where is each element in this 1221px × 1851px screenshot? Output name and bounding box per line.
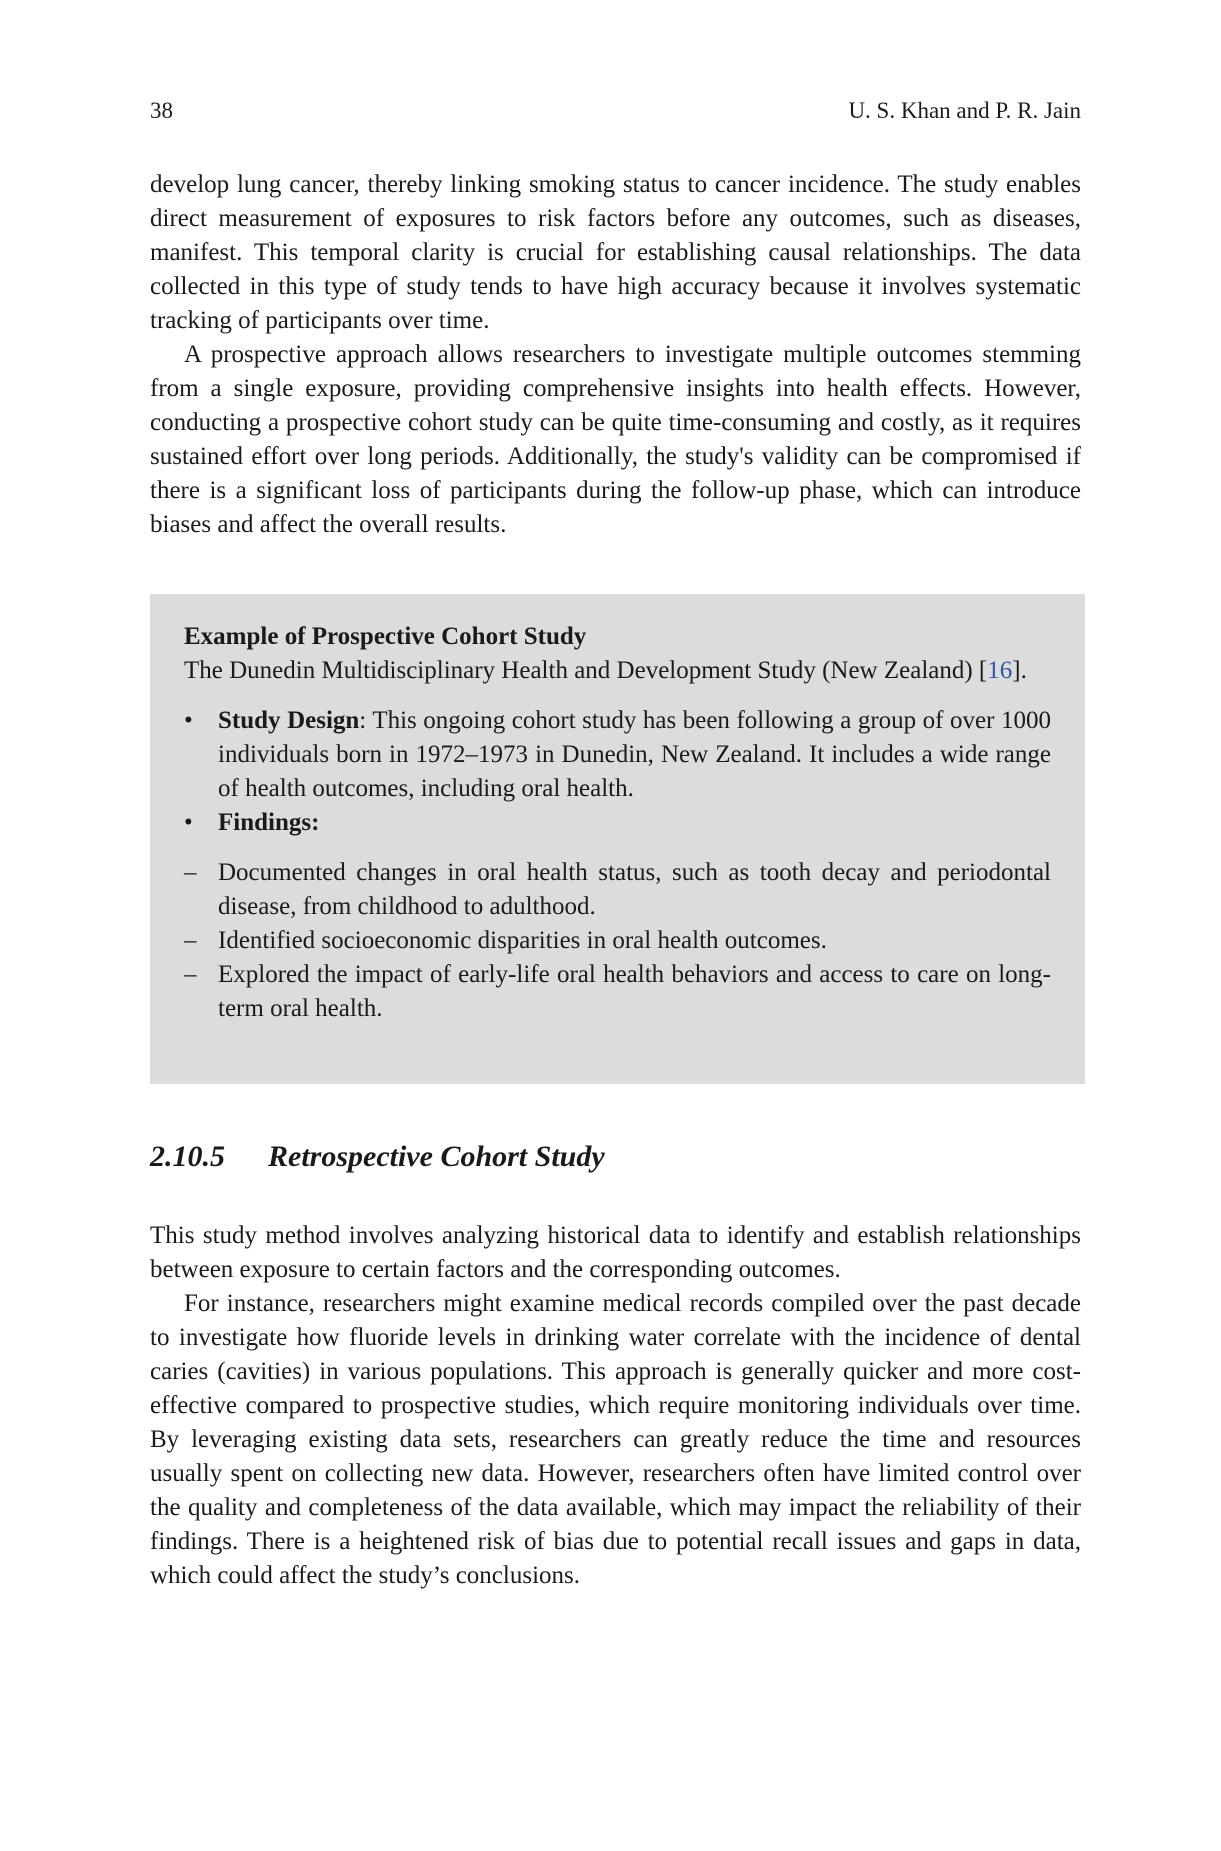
findings-list — [184, 856, 1051, 1026]
paragraph: A prospective approach allows researchers to investigate multiple outcomes stemming from a single exposure, providing comprehensive insights into health effects. However, conducting a prospective cohort study can be quite time-consuming and costly, as it requires sustained effort over long periods. Additionally, the study's validity can be compromised if there is a significant loss of participants during the follow-up phase, which can introduce biases and affect the overall results. — [150, 341, 1081, 538]
intro-text — [150, 168, 1081, 542]
section-number: 2.10.5 — [150, 1140, 225, 1173]
paragraph: This study method involves analyzing historical data to identify and establish relationships between exposure to certain factors and the corresponding outcomes. — [150, 1222, 1081, 1283]
finding-item — [184, 958, 1051, 1026]
dash-icon: – — [184, 927, 197, 954]
dash-icon: – — [184, 961, 197, 988]
finding-text: Documented changes in oral health status, such as tooth decay and periodontal disease, from childhood to adulthood. — [218, 859, 1051, 920]
section-title: Retrospective Cohort Study — [268, 1140, 605, 1173]
finding-item — [184, 856, 1051, 924]
study-name-text: The Dunedin Multidisciplinary Health and Development Study (New Zealand) [ — [184, 657, 988, 684]
bullet-icon: • — [184, 809, 193, 836]
finding-text: Identified socioeconomic disparities in oral health outcomes. — [218, 927, 827, 954]
example-bullet-list — [184, 704, 1051, 840]
study-name-end: ]. — [1012, 657, 1027, 684]
list-item-study-design — [184, 704, 1051, 806]
paragraph: develop lung cancer, thereby linking smoking status to cancer incidence. The study enables direct measurement of exposures to risk factors before any outcomes, such as diseases, manifest. This temporal clarity is crucial for establishing causal relationships. The data collected in this type of study tends to have high accuracy because it involves systematic tracking of participants over time. — [150, 171, 1081, 334]
section-heading — [150, 1137, 605, 1177]
finding-item — [184, 924, 1051, 958]
dash-icon: – — [184, 859, 197, 886]
design-label: Study Design — [218, 707, 360, 734]
paragraph: For instance, researchers might examine medical records compiled over the past decade to investigate how fluoride levels in drinking water correlate with the incidence of dental caries (cavities) in various populations. This approach is generally quicker and more cost-effective compared to prospective studies, which require monitoring individuals over time. By leveraging existing data sets, researchers can greatly reduce the time and resources usually spent on collecting new data. However, researchers often have limited control over the quality and completeness of the data available, which may impact the reliability of their findings. There is a heightened risk of bias due to potential recall issues and gaps in data, which could affect the study’s conclusions. — [150, 1290, 1081, 1589]
example-title: Example of Prospective Cohort Study — [184, 623, 587, 650]
reference-link[interactable]: 16 — [987, 657, 1013, 684]
finding-text: Explored the impact of early-life oral health behaviors and access to care on long-term oral health. — [218, 961, 1051, 1022]
page-number: 38 — [150, 98, 173, 123]
list-item-findings — [184, 806, 1051, 840]
retro-text — [150, 1219, 1081, 1593]
findings-label: Findings: — [218, 809, 320, 836]
example-study-name — [184, 654, 1051, 688]
design-text: : This ongoing cohort study has been following a group of over 1000 individuals born in 1972–1973 in Dunedin, New Zealand. It includes a wide range of health outcomes, including oral health. — [218, 707, 1051, 802]
bullet-icon: • — [184, 707, 193, 734]
example-box — [150, 594, 1085, 1084]
running-head-authors: U. S. Khan and P. R. Jain — [848, 98, 1081, 123]
